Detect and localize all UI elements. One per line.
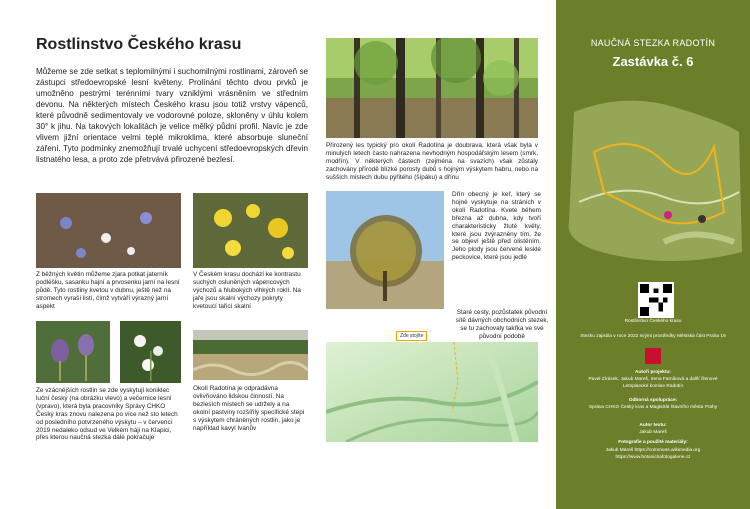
sidebar (556, 0, 750, 509)
spring-flowers-caption: Z běžných květin můžeme zjara potkat jaterník podléšku, sasanku hajní a prvosenku jarní na lesní půdě. Tyto rostliny kvetou v dubnu, ještě než na stromech vyraší listí, čímž vytváří výrazný jarní aspekt (36, 271, 180, 310)
photos-sources: Jakub Mareš https://commons.wikimedia.org https://www.botanickafotogalerie.cz (605, 448, 701, 460)
spring-flowers-photo (36, 193, 181, 268)
qr-caption: Rostlinstvo Českého krasu (624, 319, 682, 324)
text-author: Jakub Mareš (639, 430, 667, 435)
yellow-flowers-caption: V Českém krasu dochází ke kontrastu suchých osluněných vápencových výchozů a hlubokých vlhkých roklí. Na jaře jsou skalní výchozy pokryty kvetoucí tařicí skalní (193, 271, 301, 310)
forest-photo (326, 38, 538, 138)
trail-map (564, 92, 744, 267)
pasque-flower-photo (36, 321, 110, 383)
cooperation-text: Správa CHKO Český kras a Magistrát hlavního města Prahy (588, 405, 718, 410)
relief-map (326, 342, 538, 442)
article-title: Rostlinstvo Českého krasu (36, 36, 242, 53)
you-are-here-label: Zde stojíte (396, 331, 427, 341)
evening-flower-photo (120, 321, 181, 383)
text-author-heading: Autor textu: (639, 423, 667, 428)
funding-note: Stezku zajistila v roce 2022 svými prostředky Městská část Praha 16 (580, 334, 726, 339)
photos-heading: Fotografie a použité materiály: (618, 440, 688, 445)
shrub-photo (326, 191, 444, 309)
qr-code[interactable] (638, 282, 674, 318)
shrub-caption: Dřín obecný je keř, který se hojně vyskytuje na stráních v okolí Radotína. Kvete během března až dubna, kdy tvoří charakteristicky žluté květy, které jsou zvýrazněny tím, že se objeví ještě před olistěním. Jeho plody jsou červené lesklé peckovice, které jsou jedlé (452, 191, 541, 262)
grassland-photo (193, 330, 308, 380)
intro-paragraph: Můžeme se zde setkat s teplomilnými i suchomilnými rostlinami, zároveň se zástupci středoevropské lesní květeny. Prolínání těchto dvou prvků je umožněno pestrými terénními tvary vzniklými vrásněním ve středním devonu. Na některých místech Českého krasu jsou totiž vrstvy vápenců, které původně sedimentovaly ve vodorovné poloze, skloněny v úhlu kolem 30° k jihu. Na takových lokalitách je velice mělký půdní profil. Navíc je zde vlivem jižní orientace velmi teplé mikroklima, které absorbuje sluneční záření. Tyto podmínky znemožňují trvalé uchycení středoevropských dřevin listnatého lesa, a proto zde přetrvává přirozené bezlesí. (36, 67, 308, 164)
stop-title: Zastávka č. 6 (612, 54, 694, 69)
pasque-caption: Ze vzácnějších rostlin se zde vyskytují koniklec luční český (na obrázku vlevo) a večernice lesní (vpravo), která byla pracovníky Správy CHKO Český kras znovu nalezena po více než sto letech od posledního potvrzeného výskytu – v červenci 2019 nedaleko odsud ve Velkém háji na Klapici, přes kterou naučná stezka dále pokračuje (36, 387, 178, 442)
authors-text: Pavel Zírásek, Jakub Mareš, Irena Farníková a další členové Letopisecké komise Radotín (588, 377, 718, 389)
yellow-flowers-photo (193, 193, 308, 268)
grassland-caption: Okolí Radotína je odpradávna ovlivňováno lidskou činností. Na bezlesích místech se udržely a na okolní pastviny rozšířily specifické stepi s výskytem chráněných rostlin, jako je například kavyl Ivanův (193, 385, 305, 432)
relief-caption: Staré cesty, pozůstatek původní sítě dávných obchodních stezek, se tu zachovaly takřka ve své původní podobě (455, 309, 549, 340)
trail-name: NAUČNÁ STEZKA RADOTÍN (590, 38, 716, 48)
forest-caption: Přirozený les typický pro okolí Radotína je doubrava, která však byla v minulých letech často nahrazena nevhodným hospodářským lesem (smrk, modřín). V některých částech (zejména na svazích) však zůstaly zachovány přírodě blízké porosty dubů s hojným výskytem habru, nebo na sušších místech dubu pýřitého (šípáku) a dřínu (326, 142, 538, 181)
authors-heading: Autoři projektu: (635, 370, 671, 375)
district-crest-icon (645, 348, 661, 364)
cooperation-heading: Odborná spolupráce: (628, 398, 678, 403)
